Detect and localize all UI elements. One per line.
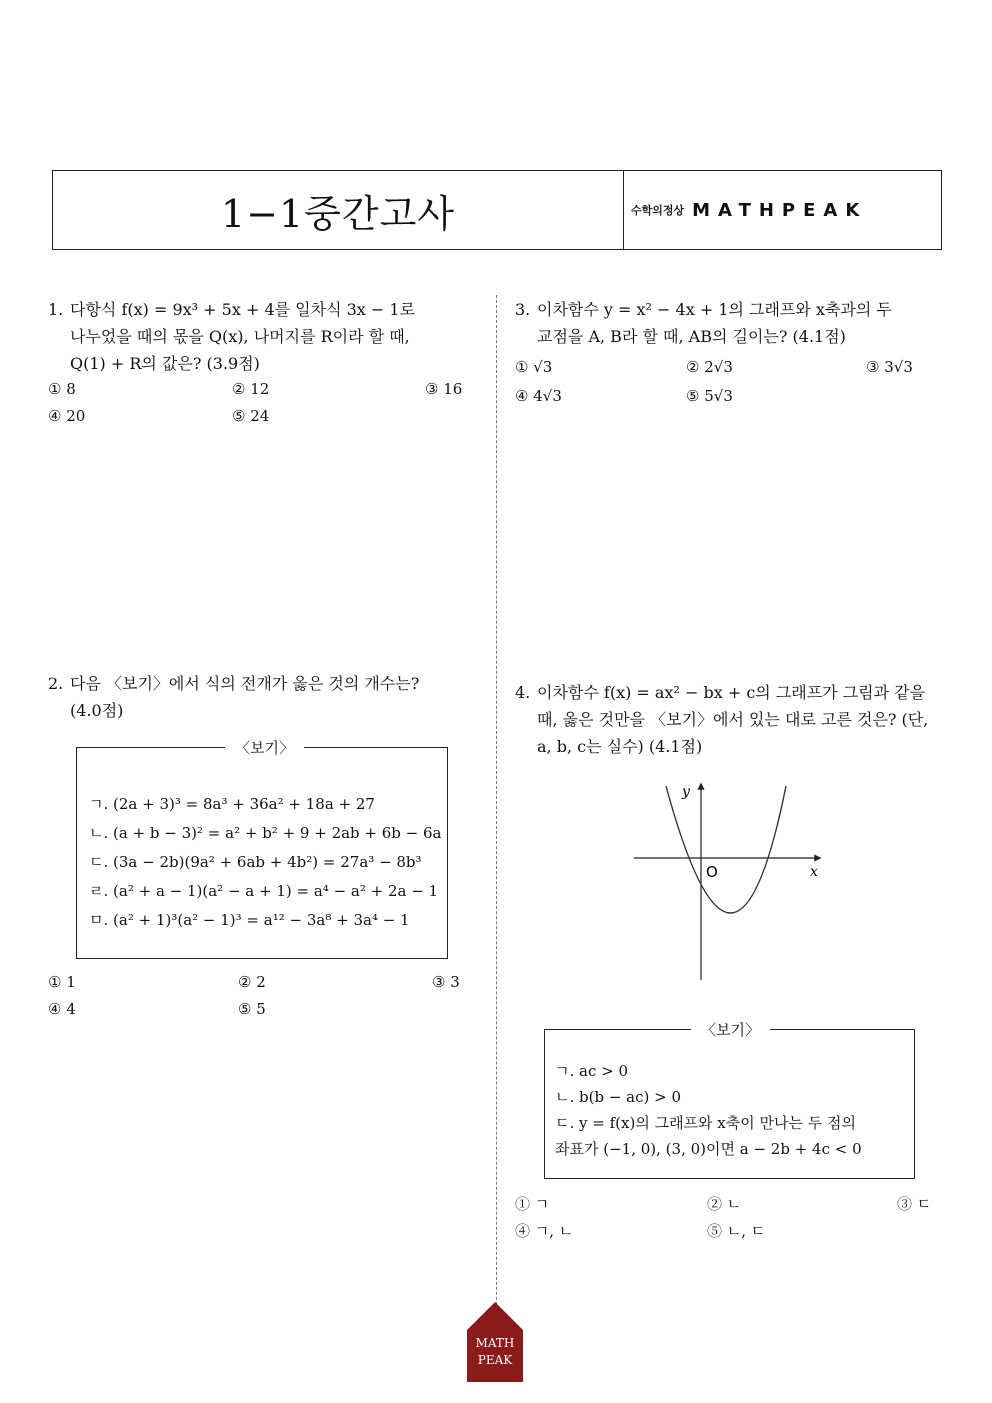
choice-2[interactable]: ② 2√3 — [686, 358, 733, 376]
question-text-line: 때, 옳은 것만을 〈보기〉에서 있는 대로 고른 것은? (단, — [537, 710, 929, 729]
brand-korean: 수학의정상 — [631, 204, 685, 217]
question-number: 2. — [48, 674, 64, 693]
y-axis-label: y — [682, 784, 690, 800]
parabola-curve — [666, 786, 786, 913]
question-text-line: Q(1) + R의 값은? (3.9점) — [70, 354, 260, 373]
bogi-item: 좌표가 (−1, 0), (3, 0)이면 a − 2b + 4c < 0 — [555, 1140, 862, 1158]
exam-title: 1−1중간고사 — [220, 191, 456, 236]
choice-3[interactable]: ③ ㄷ — [897, 1195, 932, 1213]
question-3 — [515, 296, 945, 350]
choice-4[interactable]: ④ 4 — [48, 1000, 76, 1018]
brand-english: MATHPEAK — [692, 199, 868, 221]
bogi-item: ㄷ. y = f(x)의 그래프와 x축이 만나는 두 점의 — [555, 1114, 856, 1132]
bogi-item: ㄴ. (a + b − 3)² = a² + b² + 9 + 2ab + 6b − 6a — [89, 824, 442, 842]
bogi-box — [544, 1021, 915, 1179]
choice-1[interactable]: ① 1 — [48, 973, 76, 991]
question-text-line: 이차함수 y = x² − 4x + 1의 그래프와 x축과의 두 — [537, 300, 892, 319]
bogi-item: ㄹ. (a² + a − 1)(a² − a + 1) = a⁴ − a² + 2a − 1 — [89, 882, 439, 900]
choice-1[interactable]: ① √3 — [515, 358, 553, 376]
brand — [631, 171, 867, 249]
choice-5[interactable]: ⑤ 5 — [238, 1000, 266, 1018]
bogi-item: ㄱ. ac > 0 — [555, 1062, 629, 1080]
choice-3[interactable]: ③ 16 — [425, 380, 463, 398]
choice-3[interactable]: ③ 3√3 — [866, 358, 913, 376]
bogi-item: ㅁ. (a² + 1)³(a² − 1)³ = a¹² − 3a⁸ + 3a⁴ − 1 — [89, 911, 410, 929]
parabola-graph — [630, 780, 830, 982]
question-number: 3. — [515, 300, 531, 319]
choice-4[interactable]: ④ 4√3 — [515, 387, 562, 405]
logo-line-2: PEAK — [477, 1353, 513, 1367]
bogi-label: 〈보기〉 — [691, 1019, 770, 1040]
x-axis-label: x — [810, 864, 818, 880]
bogi-box — [76, 739, 448, 959]
choice-4[interactable]: ④ ㄱ, ㄴ — [515, 1222, 574, 1240]
choice-5[interactable]: ⑤ 5√3 — [686, 387, 733, 405]
exam-header — [52, 170, 942, 250]
mathpeak-logo — [467, 1302, 523, 1382]
header-divider — [623, 171, 624, 249]
bogi-item: ㄱ. (2a + 3)³ = 8a³ + 36a² + 18a + 27 — [89, 795, 375, 813]
choice-5[interactable]: ⑤ ㄴ, ㄷ — [707, 1222, 766, 1240]
choice-4[interactable]: ④ 20 — [48, 407, 86, 425]
origin-label: O — [706, 863, 718, 881]
choice-5[interactable]: ⑤ 24 — [232, 407, 270, 425]
question-text-line: 교점을 A, B라 할 때, AB의 길이는? (4.1점) — [537, 327, 846, 346]
column-divider — [496, 295, 497, 1335]
choice-1[interactable]: ① ㄱ — [515, 1195, 550, 1213]
question-text-line: (4.0점) — [70, 701, 124, 720]
question-number: 1. — [48, 300, 64, 319]
choice-2[interactable]: ② ㄴ — [707, 1195, 742, 1213]
choice-3[interactable]: ③ 3 — [432, 973, 460, 991]
question-text-line: 다항식 f(x) = 9x³ + 5x + 4를 일차식 3x − 1로 — [70, 300, 416, 319]
question-1 — [48, 296, 478, 377]
choice-2[interactable]: ② 2 — [238, 973, 266, 991]
question-text-line: 다음 〈보기〉에서 식의 전개가 옳은 것의 개수는? — [70, 674, 420, 693]
question-text-line: 이차함수 f(x) = ax² − bx + c의 그래프가 그림과 같을 — [537, 683, 926, 702]
bogi-item: ㄴ. b(b − ac) > 0 — [555, 1088, 682, 1106]
bogi-item: ㄷ. (3a − 2b)(9a² + 6ab + 4b²) = 27a³ − 8b³ — [89, 853, 422, 871]
question-text-line: 나누었을 때의 몫을 Q(x), 나머지를 R이라 할 때, — [70, 327, 410, 346]
bogi-label: 〈보기〉 — [225, 737, 304, 758]
question-number: 4. — [515, 683, 531, 702]
question-text-line: a, b, c는 실수) (4.1점) — [537, 737, 703, 756]
logo-line-1: MATH — [475, 1336, 515, 1350]
question-4 — [515, 679, 955, 760]
choice-2[interactable]: ② 12 — [232, 380, 270, 398]
choice-1[interactable]: ① 8 — [48, 380, 76, 398]
question-2 — [48, 670, 478, 724]
